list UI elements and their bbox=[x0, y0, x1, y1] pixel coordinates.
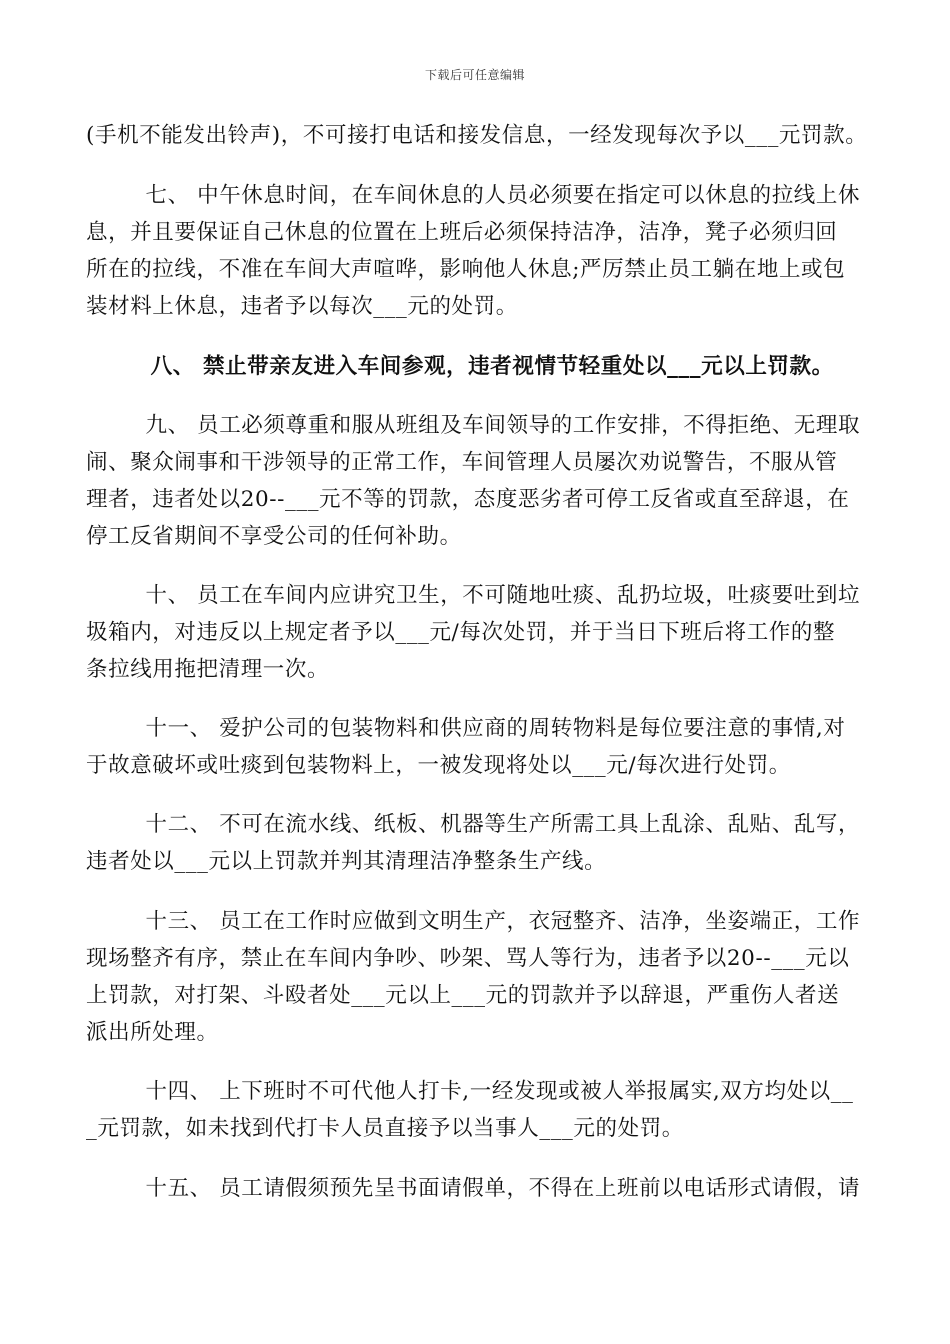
article-13-line-3: 上罚款，对打架、斗殴者处___元以上___元的罚款并予以辞退，严重伤人者送 bbox=[86, 983, 840, 1008]
article-9-line-2: 闹、聚众闹事和干涉领导的正常工作，车间管理人员屡次劝说警告，不服从管 bbox=[86, 450, 838, 475]
article-11-line-2: 于故意破坏或吐痰到包装物料上，一被发现将处以___元/每次进行处罚。 bbox=[86, 753, 791, 778]
article-12-line-1: 十二、 不可在流水线、纸板、机器等生产所需工具上乱涂、乱贴、乱写， bbox=[86, 812, 861, 837]
article-7-line-3: 所在的拉线，不准在车间大声喧哗，影响他人休息;严厉禁止员工躺在地上或包 bbox=[86, 257, 846, 282]
article-11-line-1: 十一、 爱护公司的包装物料和供应商的周转物料是每位要注意的事情,对 bbox=[86, 716, 846, 741]
article-8-line-1: 八、 禁止带亲友进入车间参观，违者视情节轻重处以___元以上罚款。 bbox=[86, 354, 834, 379]
article-13-line-1: 十三、 员工在工作时应做到文明生产，衣冠整齐、洁净，坐姿端正，工作 bbox=[86, 909, 861, 934]
header-watermark: 下载后可任意编辑 bbox=[424, 68, 525, 82]
article-14-line-1: 十四、 上下班时不可代他人打卡,一经发现或被人举报属实,双方均处以__ bbox=[86, 1079, 854, 1104]
article-10-line-1: 十、 员工在车间内应讲究卫生，不可随地吐痰、乱扔垃圾，吐痰要吐到垃 bbox=[86, 583, 861, 608]
paragraph-continuation-line-1: (手机不能发出铃声)，不可接打电话和接发信息，一经发现每次予以___元罚款。 bbox=[86, 123, 868, 148]
article-7-line-4: 装材料上休息，违者予以每次___元的处罚。 bbox=[86, 294, 518, 319]
article-9-line-4: 停工反省期间不享受公司的任何补助。 bbox=[86, 524, 462, 549]
article-7-line-1: 七、 中午休息时间，在车间休息的人员必须要在指定可以休息的拉线上休 bbox=[86, 183, 861, 208]
article-7-line-2: 息，并且要保证自己休息的位置在上班后必须保持洁净，洁净，凳子必须归回 bbox=[86, 220, 838, 245]
article-14-line-2: _元罚款，如未找到代打卡人员直接予以当事人___元的处罚。 bbox=[86, 1116, 684, 1141]
article-13-line-2: 现场整齐有序，禁止在车间内争吵、吵架、骂人等行为，违者予以20--___元以 bbox=[86, 946, 850, 971]
article-12-line-2: 违者处以___元以上罚款并判其清理洁净整条生产线。 bbox=[86, 849, 607, 874]
article-9-line-1: 九、 员工必须尊重和服从班组及车间领导的工作安排，不得拒绝、无理取 bbox=[86, 413, 861, 438]
article-10-line-2: 圾箱内，对违反以上规定者予以___元/每次处罚，并于当日下班后将工作的整 bbox=[86, 620, 836, 645]
article-9-line-3: 理者，违者处以20--___元不等的罚款，态度恶劣者可停工反省或直至辞退，在 bbox=[86, 487, 850, 512]
article-13-line-4: 派出所处理。 bbox=[86, 1020, 219, 1045]
article-15-line-1: 十五、 员工请假须预先呈书面请假单，不得在上班前以电话形式请假，请 bbox=[86, 1176, 861, 1201]
article-10-line-3: 条拉线用拖把清理一次。 bbox=[86, 657, 330, 682]
